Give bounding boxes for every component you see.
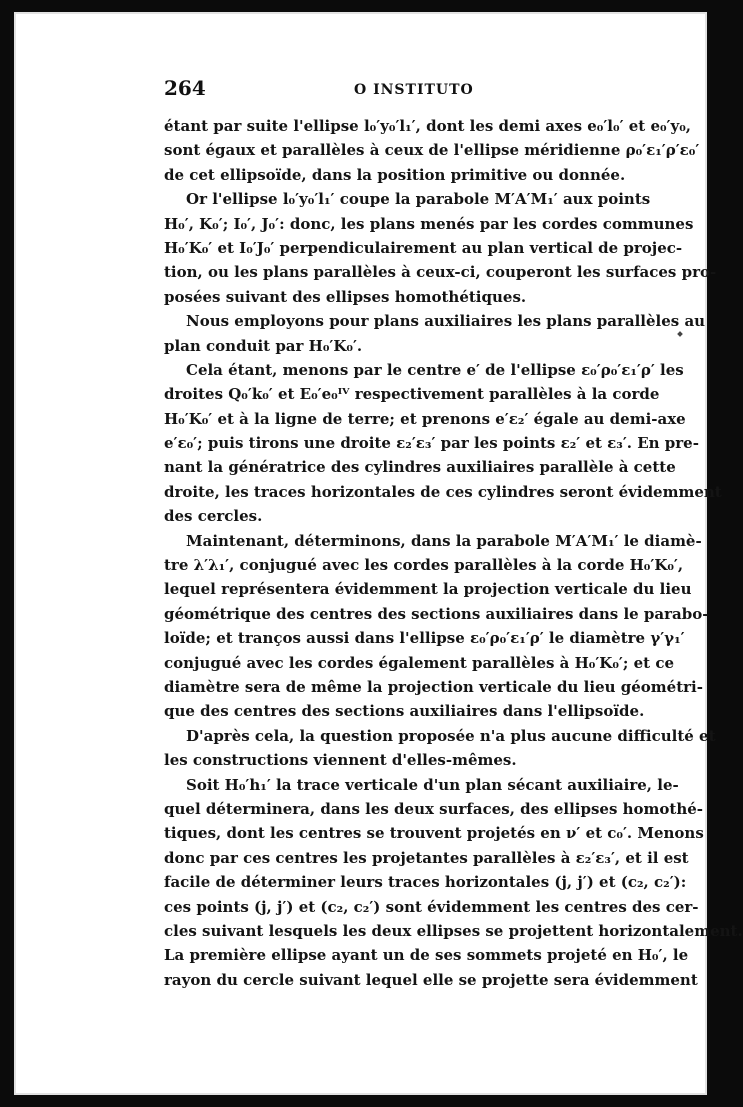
text-line: Nous employons pour plans auxiliaires les plans parallèles au xyxy=(186,312,706,331)
text-line: droites Q₀′k₀′ et E₀′e₀ᴵⱽ respectivement parallèles à la corde xyxy=(164,385,660,404)
text-line: rayon du cercle suivant lequel elle se projette sera évidemment xyxy=(164,970,698,989)
text-line: étant par suite l'ellipse l₀′y₀′l₁′, dont les demi axes e₀′l₀′ et e₀′y₀, xyxy=(164,117,692,135)
text-line: diamètre sera de même la projection verticale du lieu géométri- xyxy=(164,677,703,696)
text-line: les constructions viennent d'elles-mêmes. xyxy=(164,751,517,770)
text-line: plan conduit par H₀′K₀′. xyxy=(164,336,363,355)
text-line: nant la génératrice des cylindres auxiliaires parallèle à cette xyxy=(164,458,676,477)
margin-speck xyxy=(677,331,683,337)
text-line: Soit H₀′h₁′ la trace verticale d'un plan sécant auxiliaire, le- xyxy=(186,775,679,794)
body-text xyxy=(164,114,743,992)
page-number: 264 xyxy=(164,76,206,100)
text-line: conjugué avec les cordes également parallèles à H₀′K₀′; et ce xyxy=(164,653,674,672)
text-line: e′ε₀′; puis tirons une droite ε₂′ε₃′ par les points ε₂′ et ε₃′. En pre- xyxy=(164,434,699,453)
text-line: donc par ces centres les projetantes parallèles à ε₂′ε₃′, et il est xyxy=(164,848,689,867)
page-header xyxy=(16,76,705,106)
text-line: ces points (j, j′) et (c₂, c₂′) sont évidemment les centres des cer- xyxy=(164,897,699,916)
text-line: que des centres des sections auxiliaires dans l'ellipsoïde. xyxy=(164,702,645,721)
text-line: facile de déterminer leurs traces horizontales (j, j′) et (c₂, c₂′): xyxy=(164,873,687,892)
text-line: droite, les traces horizontales de ces cylindres seront évidemment xyxy=(164,482,722,501)
text-line: des cercles. xyxy=(164,507,263,526)
text-line: loïde; et tranços aussi dans l'ellipse ε₀′ρ₀′ε₁′ρ′ le diamètre γ′γ₁′ xyxy=(164,629,685,648)
text-line: Or l'ellipse l₀′y₀′l₁′ coupe la parabole M′A′M₁′ aux points xyxy=(186,190,651,209)
text-line: tre λ′λ₁′, conjugué avec les cordes parallèles à la corde H₀′K₀′, xyxy=(164,556,684,575)
running-title: O INSTITUTO xyxy=(354,82,474,98)
text-line: cles suivant lesquels les deux ellipses se projettent horizontalement. xyxy=(164,921,743,940)
text-line: H₀′, K₀′; I₀′, J₀′: donc, les plans menés par les cordes communes xyxy=(164,214,694,233)
text-line: de cet ellipsoïde, dans la position primitive ou donnée. xyxy=(164,165,626,184)
text-line: Maintenant, déterminons, dans la parabole M′A′M₁′ le diamè- xyxy=(186,531,702,550)
text-line: posées suivant des ellipses homothétiques. xyxy=(164,287,527,306)
text-line: H₀′K₀′ et I₀′J₀′ perpendiculairement au plan vertical de projec- xyxy=(164,238,683,257)
text-line: Cela étant, menons par le centre e′ de l'ellipse ε₀′ρ₀′ε₁′ρ′ les xyxy=(186,360,684,379)
text-line: lequel représentera évidemment la projection verticale du lieu xyxy=(164,580,692,599)
book-page xyxy=(14,12,743,1095)
text-line: quel déterminera, dans les deux surfaces, des ellipses homothé- xyxy=(164,799,704,818)
text-line: D'après cela, la question proposée n'a plus aucune difficulté et xyxy=(186,726,716,745)
text-line: sont égaux et parallèles à ceux de l'ellipse méridienne ρ₀′ε₁′ρ′ε₀′ xyxy=(164,141,700,160)
text-line: tion, ou les plans parallèles à ceux-ci, couperont les surfaces pro- xyxy=(164,263,717,282)
text-line: La première ellipse ayant un de ses sommets projeté en H₀′, le xyxy=(164,946,689,965)
text-line: géométrique des centres des sections auxiliaires dans le parabo- xyxy=(164,604,709,623)
text-line: tiques, dont les centres se trouvent projetés en ν′ et c₀′. Menons xyxy=(164,824,704,843)
text-line: H₀′K₀′ et à la ligne de terre; et prenons e′ε₂′ égale au demi-axe xyxy=(164,409,686,428)
